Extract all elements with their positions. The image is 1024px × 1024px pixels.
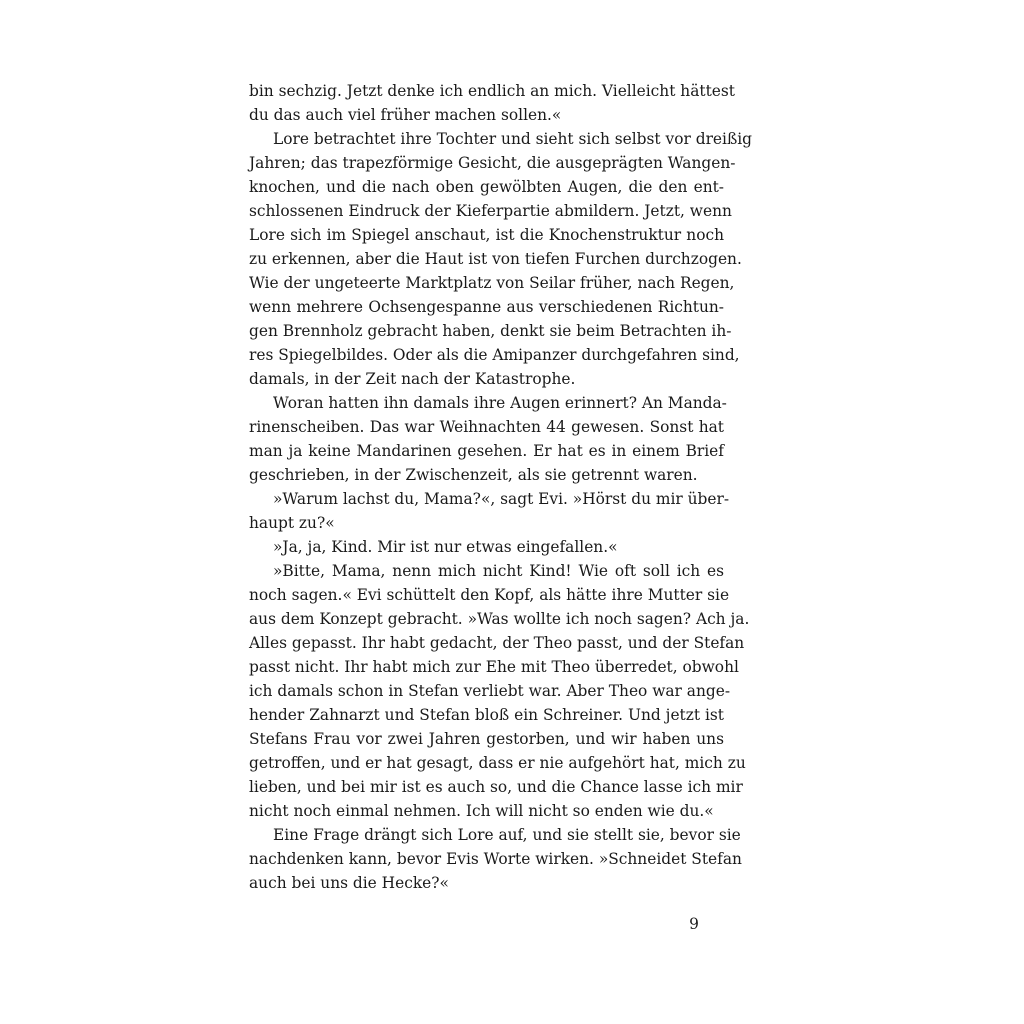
text-line: Stefans Frau vor zwei Jahren gestorben, und wir haben uns	[249, 730, 724, 748]
text-line: man ja keine Mandarinen gesehen. Er hat es in einem Brief	[249, 442, 724, 460]
text-line: knochen, und die nach oben gewölbten Augen, die den ent-	[249, 178, 724, 196]
paragraph-6	[249, 559, 750, 823]
text-line: noch sagen.« Evi schüttelt den Kopf, als hätte ihre Mutter sie	[249, 586, 730, 604]
text-line: Lore betrachtet ihre Tochter und sieht sich selbst vor dreißig	[273, 130, 753, 148]
paragraph-4	[249, 487, 730, 535]
paragraph-7	[249, 823, 742, 895]
paragraph-1	[249, 79, 735, 127]
paragraph-5	[249, 535, 724, 559]
text-line: ich damals schon in Stefan verliebt war. Aber Theo war ange-	[249, 682, 731, 700]
text-line: getroffen, und er hat gesagt, dass er nie aufgehört hat, mich zu	[249, 754, 746, 772]
body-text	[249, 79, 753, 895]
text-line: geschrieben, in der Zwischenzeit, als sie getrennt waren.	[249, 466, 698, 484]
text-line: lieben, und bei mir ist es auch so, und die Chance lasse ich mir	[249, 778, 743, 796]
page-number: 9	[689, 915, 699, 933]
text-line: passt nicht. Ihr habt mich zur Ehe mit Theo überredet, obwohl	[249, 658, 739, 676]
text-line: »Bitte, Mama, nenn mich nicht Kind! Wie oft soll ich es	[273, 562, 724, 580]
text-line: Alles gepasst. Ihr habt gedacht, der Theo passt, und der Stefan	[249, 634, 745, 652]
text-line: »Ja, ja, Kind. Mir ist nur etwas eingefallen.«	[273, 538, 618, 556]
text-line: Jahren; das trapezförmige Gesicht, die ausgeprägten Wangen-	[249, 154, 736, 172]
text-line: Lore sich im Spiegel anschaut, ist die Knochenstruktur noch	[249, 226, 724, 244]
text-line: hender Zahnarzt und Stefan bloß ein Schreiner. Und jetzt ist	[249, 706, 724, 724]
text-line: nicht noch einmal nehmen. Ich will nicht so enden wie du.«	[249, 802, 714, 820]
text-line: nachdenken kann, bevor Evis Worte wirken. »Schneidet Stefan	[249, 850, 742, 868]
paragraph-3	[249, 391, 727, 487]
text-line: Eine Frage drängt sich Lore auf, und sie stellt sie, bevor sie	[273, 826, 741, 844]
text-line: Woran hatten ihn damals ihre Augen erinnert? An Manda-	[273, 394, 727, 412]
text-line: wenn mehrere Ochsengespanne aus verschiedenen Richtun-	[249, 298, 724, 316]
text-line: schlossenen Eindruck der Kieferpartie abmildern. Jetzt, wenn	[249, 202, 732, 220]
text-line: zu erkennen, aber die Haut ist von tiefen Furchen durchzogen.	[249, 250, 742, 268]
text-line: gen Brennholz gebracht haben, denkt sie beim Betrachten ih-	[249, 322, 732, 340]
text-line: »Warum lachst du, Mama?«, sagt Evi. »Hörst du mir über-	[273, 490, 730, 508]
text-line: aus dem Konzept gebracht. »Was wollte ich noch sagen? Ach ja.	[249, 610, 750, 628]
text-line: du das auch viel früher machen sollen.«	[249, 106, 562, 124]
text-line: bin sechzig. Jetzt denke ich endlich an mich. Vielleicht hättest	[249, 82, 735, 100]
text-line: res Spiegelbildes. Oder als die Amipanzer durchgefahren sind,	[249, 346, 740, 364]
text-line: damals, in der Zeit nach der Katastrophe.	[249, 370, 576, 388]
text-line: rinenscheiben. Das war Weihnachten 44 gewesen. Sonst hat	[249, 418, 724, 436]
text-line: Wie der ungeteerte Marktplatz von Seilar früher, nach Regen,	[249, 274, 735, 292]
text-line: haupt zu?«	[249, 514, 335, 532]
text-line: auch bei uns die Hecke?«	[249, 874, 449, 892]
paragraph-2	[249, 127, 753, 391]
